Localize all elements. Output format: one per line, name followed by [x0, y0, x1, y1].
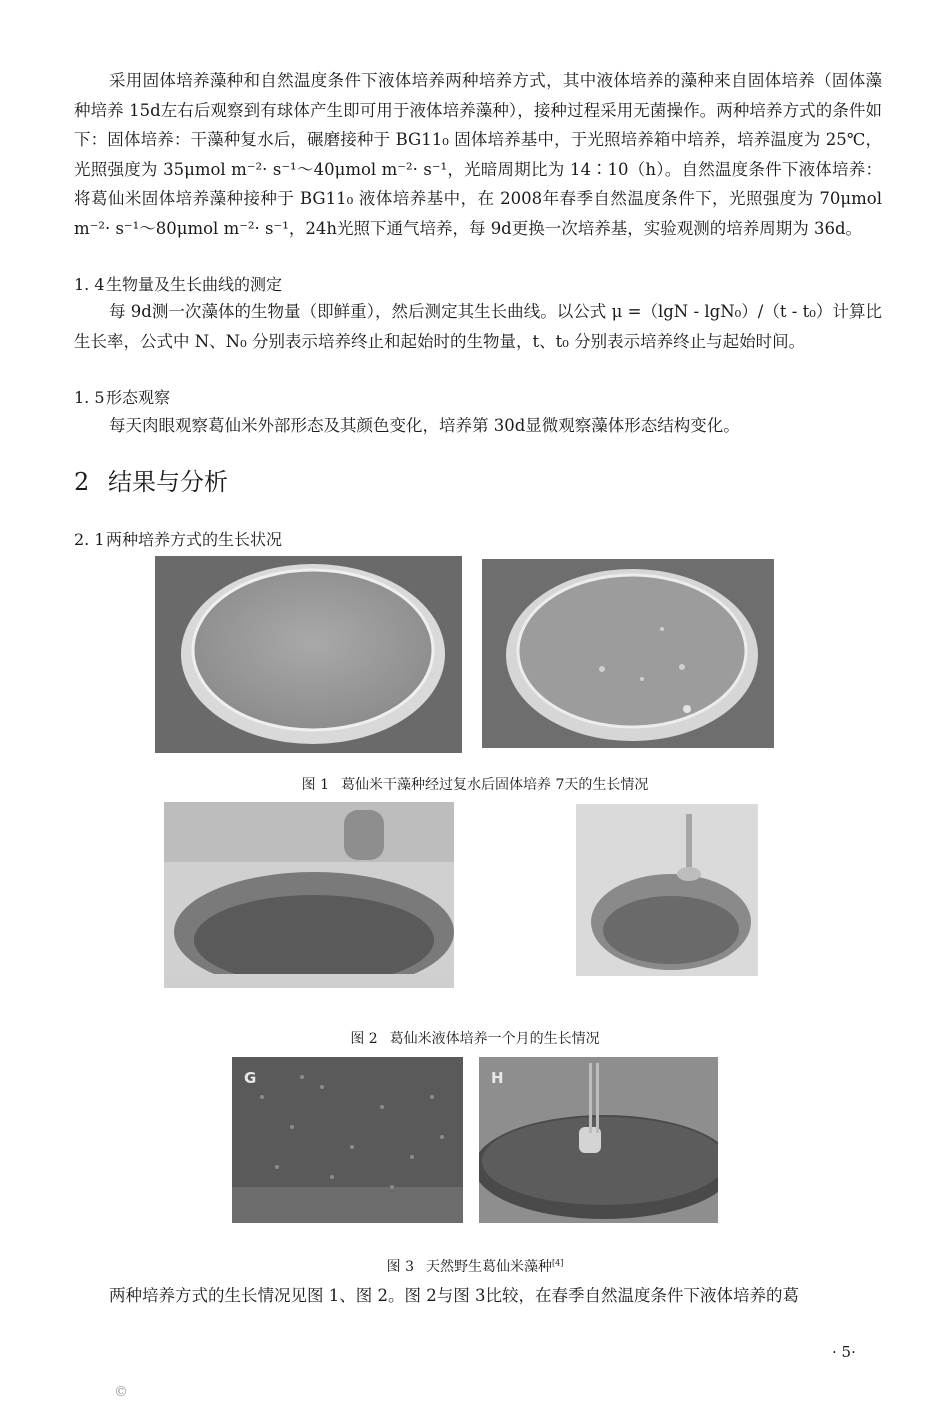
paragraph-culture-methods: 采用固体培养藻种和自然温度条件下液体培养两种培养方式，其中液体培养的藻种来自固体培养（固体藻种培养 15d左右后观察到有球体产生即可用于液体培养藻种），接种过程采用无菌操作。两种培养方式的条件如下：固体培养：干藻种复水后，碾磨接种于 BG11₀ 固体培养基中，于光照培养箱中培养，培养温度为 25℃，光照强度为 35μmol m⁻²· s⁻¹～40μmol m⁻²· s⁻¹，光暗周期比为 14∶10（h）。自然温度条件下液体培养：将葛仙米固体培养藻种接种于 BG11₀ 液体培养基中，在 2008年春季自然温度条件下，光照强度为 70μmol m⁻²· s⁻¹～80μmol m⁻²· s⁻¹，24h光照下通气培养，每 9d更换一次培养基，实验观测的培养周期为 36d。	[74, 71, 882, 238]
culture-flask-image	[576, 804, 758, 976]
section-heading-2-1	[74, 527, 282, 550]
figure-2-left-photo	[164, 802, 454, 988]
paragraph-biomass: 每 9d测一次藻体的生物量（即鲜重），然后测定其生长曲线。以公式 μ =（lgN - lgN₀）/（t - t₀）计算比生长率，公式中 N、N₀ 分别表示培养终止和起始时的生物量，t、t₀ 分别表示培养终止与起始时间。	[74, 302, 882, 351]
figure-1-caption	[0, 774, 950, 794]
copyright-mark: ©	[114, 1384, 128, 1400]
section-title: 形态观察	[106, 388, 171, 407]
petri-dish-image	[155, 556, 462, 753]
section-number: 1. 5	[74, 388, 105, 407]
plate-label-g: G	[244, 1069, 257, 1087]
section-number: 2	[74, 468, 90, 496]
culture-flask-image	[164, 802, 454, 988]
petri-dish-image	[482, 559, 774, 748]
figure-caption-text: 葛仙米液体培养一个月的生长情况	[389, 1031, 600, 1047]
paragraph-results: 两种培养方式的生长情况见图 1、图 2。图 2与图 3比较，在春季自然温度条件下液体培养的葛	[109, 1286, 799, 1305]
figure-1-left-photo	[155, 556, 462, 753]
figure-caption-text: 天然野生葛仙米藻种	[426, 1259, 552, 1275]
section-heading-1-4	[74, 272, 282, 295]
wild-algae-image	[232, 1057, 463, 1223]
plate-label-h: H	[491, 1069, 504, 1087]
figure-3-h-photo	[479, 1057, 718, 1223]
section-title: 结果与分析	[108, 468, 228, 496]
figure-number: 图 2	[350, 1031, 378, 1047]
reference-marker: [4]	[552, 1258, 564, 1268]
figure-2-caption	[0, 1028, 950, 1048]
section-number: 1. 4	[74, 275, 105, 294]
figure-number: 图 1	[301, 777, 329, 793]
section-number: 2. 1	[74, 530, 105, 549]
figure-number: 图 3	[386, 1259, 414, 1275]
section-title: 两种培养方式的生长状况	[106, 530, 283, 549]
section-title: 生物量及生长曲线的测定	[106, 275, 283, 294]
figure-3-g-photo	[232, 1057, 463, 1223]
wild-algae-image	[479, 1057, 718, 1223]
figure-1-right-photo	[482, 559, 774, 748]
figure-3-caption	[0, 1256, 950, 1276]
section-heading-1-5	[74, 385, 170, 408]
section-heading-2	[74, 462, 228, 497]
figure-caption-text: 葛仙米干藻种经过复水后固体培养 7天的生长情况	[341, 777, 649, 793]
figure-2-right-photo	[576, 804, 758, 976]
page-number: · 5·	[832, 1343, 856, 1361]
paragraph-morphology: 每天肉眼观察葛仙米外部形态及其颜色变化，培养第 30d显微观察藻体形态结构变化。	[109, 416, 740, 435]
